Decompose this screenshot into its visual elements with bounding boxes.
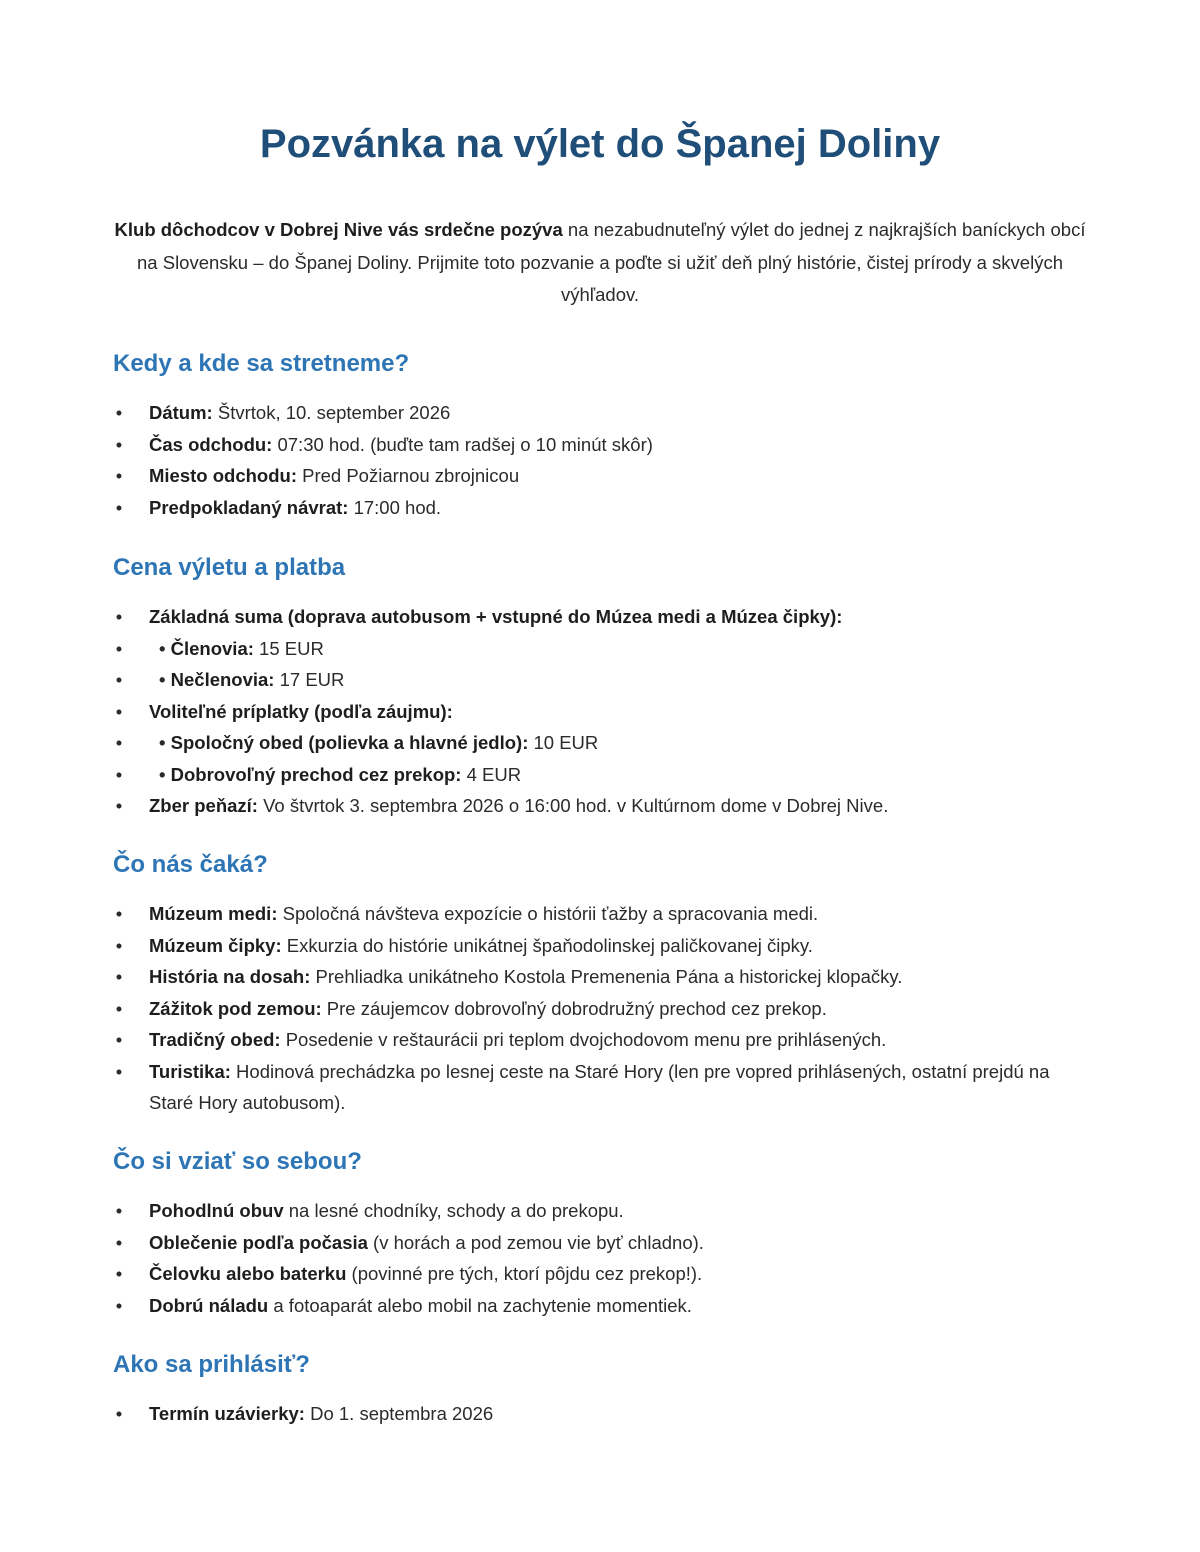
bullet-icon: • [115,763,123,785]
list-item [113,993,1087,1025]
item-text: a fotoaparát alebo mobil na zachytenie momentiek. [268,1294,692,1316]
list-item [113,961,1087,993]
bullet-icon: • [115,997,123,1019]
list-item [113,1398,1087,1430]
item-label: Dobrú náladu [149,1294,269,1316]
bullet-icon: • [115,465,123,486]
bullet-icon: • [115,1263,123,1284]
intro-bold: Klub dôchodcov v Dobrej Nive vás srdečne pozýva [114,219,563,240]
section-program [113,849,1087,1119]
list-item [113,790,1087,822]
item-text: na lesné chodníky, schody a do prekopu. [283,1200,624,1221]
item-text: Spoločná návšteva expozície o histórii ťažby a spracovania medi. [277,903,819,924]
item-label: História na dosah: [149,966,311,987]
item-text: Vo štvrtok 3. septembra 2026 o 16:00 hod. v Kultúrnom dome v Dobrej Nive. [257,795,889,816]
item-text: 07:30 hod. (buďte tam radšej o 10 minút skôr) [272,433,653,455]
item-text: Prehliadka unikátneho Kostola Premenenia Pána a historickej klopačky. [310,966,903,987]
sub-bullet-icon: • [159,763,166,785]
list-item [113,1290,1087,1322]
item-label: Spoločný obed (polievka a hlavné jedlo): [170,732,529,753]
page-title: Pozvánka na výlet do Španej Doliny [259,122,941,166]
bullet-icon: • [115,903,123,924]
item-text: 17 EUR [274,669,345,690]
item-label: Voliteľné príplatky (podľa záujmu): [149,700,453,722]
bullet-icon: • [115,1200,123,1221]
list-item [113,1227,1087,1259]
item-label: Oblečenie podľa počasia [149,1231,368,1253]
section-registration [113,1349,1087,1430]
section-list [113,1398,1087,1430]
section-list [113,397,1087,523]
item-label: Miesto odchodu: [149,465,297,486]
list-item [113,601,1087,633]
item-label: Turistika: [149,1060,231,1082]
item-text: 10 EUR [528,732,599,753]
item-text: Do 1. septembra 2026 [304,1403,494,1424]
item-text: 4 EUR [461,763,522,785]
list-item [113,460,1087,492]
list-item [113,633,1087,665]
item-text: Pred Požiarnou zbrojnicou [296,465,520,486]
list-item [113,1056,1087,1119]
section-heading: Ako sa prihlásiť? [113,1351,310,1378]
sub-bullet-icon: • [159,669,166,690]
bullet-icon: • [115,795,123,816]
section-heading: Cena výletu a platba [113,554,346,581]
item-label: Predpokladaný návrat: [149,496,349,518]
bullet-icon: • [115,669,123,690]
intro-text: na nezabudnuteľný výlet do jednej z najkrajších baníckych obcí na Slovensku – do Španej Doliny. Prijmite toto pozvanie a poďte si užiť deň plný histórie, čistej prírody a skvelých výhľadov. [137,219,1086,305]
section-heading: Kedy a kde sa stretneme? [113,350,410,377]
item-text: 17:00 hod. [348,496,442,518]
section-heading: Čo si vziať so sebou? [113,1148,362,1175]
sub-bullet-icon: • [159,732,166,753]
list-item [113,664,1087,696]
sub-bullet-icon: • [159,637,166,659]
item-label: Múzeum čipky: [149,934,282,956]
section-packing [113,1146,1087,1321]
list-item [113,1024,1087,1056]
item-label: Členovia: [170,637,254,659]
item-text: Hodinová prechádzka po lesnej ceste na Staré Hory (len pre vopred prihlásených, ostatní prejdú na Staré Hory autobusom). [149,1060,1050,1113]
bullet-icon: • [115,637,123,659]
section-heading: Čo nás čaká? [113,851,268,878]
item-label: Tradičný obed: [149,1029,281,1050]
bullet-icon: • [115,1231,123,1253]
list-item [113,492,1087,524]
list-item [113,397,1087,429]
bullet-icon: • [115,700,123,722]
item-text: Štvrtok, 10. september 2026 [212,402,451,423]
bullet-icon: • [115,1060,123,1082]
list-item [113,1195,1087,1227]
bullet-icon: • [115,433,123,455]
list-item [113,696,1087,728]
list-item [113,930,1087,962]
section-price [113,552,1087,822]
item-text: (povinné pre tých, ktorí pôjdu cez prekop!). [346,1263,703,1284]
item-label: Zber peňazí: [149,795,258,816]
section-list [113,1195,1087,1321]
item-text: (v horách a pod zemou vie byť chladno). [367,1231,704,1253]
section-meeting [113,348,1087,523]
item-label: Čelovku alebo baterku [149,1263,347,1284]
item-text: Pre záujemcov dobrovoľný dobrodružný prechod cez prekop. [321,997,827,1019]
item-label: Termín uzávierky: [149,1403,305,1424]
list-item [113,898,1087,930]
item-label: Pohodlnú obuv [149,1200,284,1221]
item-label: Dobrovoľný prechod cez prekop: [170,763,462,785]
item-text: Exkurzia do histórie unikátnej špaňodolinskej paličkovanej čipky. [281,934,813,956]
item-label: Dátum: [149,402,213,423]
list-item [113,727,1087,759]
bullet-icon: • [115,1029,123,1050]
section-list [113,601,1087,822]
bullet-icon: • [115,496,123,518]
item-text: Posedenie v reštaurácii pri teplom dvojchodovom menu pre prihlásených. [280,1029,887,1050]
intro-paragraph [113,214,1087,312]
section-list [113,898,1087,1119]
list-item [113,429,1087,461]
bullet-icon: • [115,1403,123,1424]
item-text: 15 EUR [253,637,324,659]
list-item [113,759,1087,791]
item-label: Zážitok pod zemou: [149,997,322,1019]
bullet-icon: • [115,966,123,987]
bullet-icon: • [115,402,123,423]
bullet-icon: • [115,606,123,627]
item-label: Múzeum medi: [149,903,278,924]
item-label: Čas odchodu: [149,433,273,455]
list-item [113,1258,1087,1290]
bullet-icon: • [115,1294,123,1316]
bullet-icon: • [115,732,123,753]
bullet-icon: • [115,934,123,956]
item-label: Nečlenovia: [170,669,275,690]
item-label: Základná suma (doprava autobusom + vstupné do Múzea medi a Múzea čipky): [149,606,843,627]
